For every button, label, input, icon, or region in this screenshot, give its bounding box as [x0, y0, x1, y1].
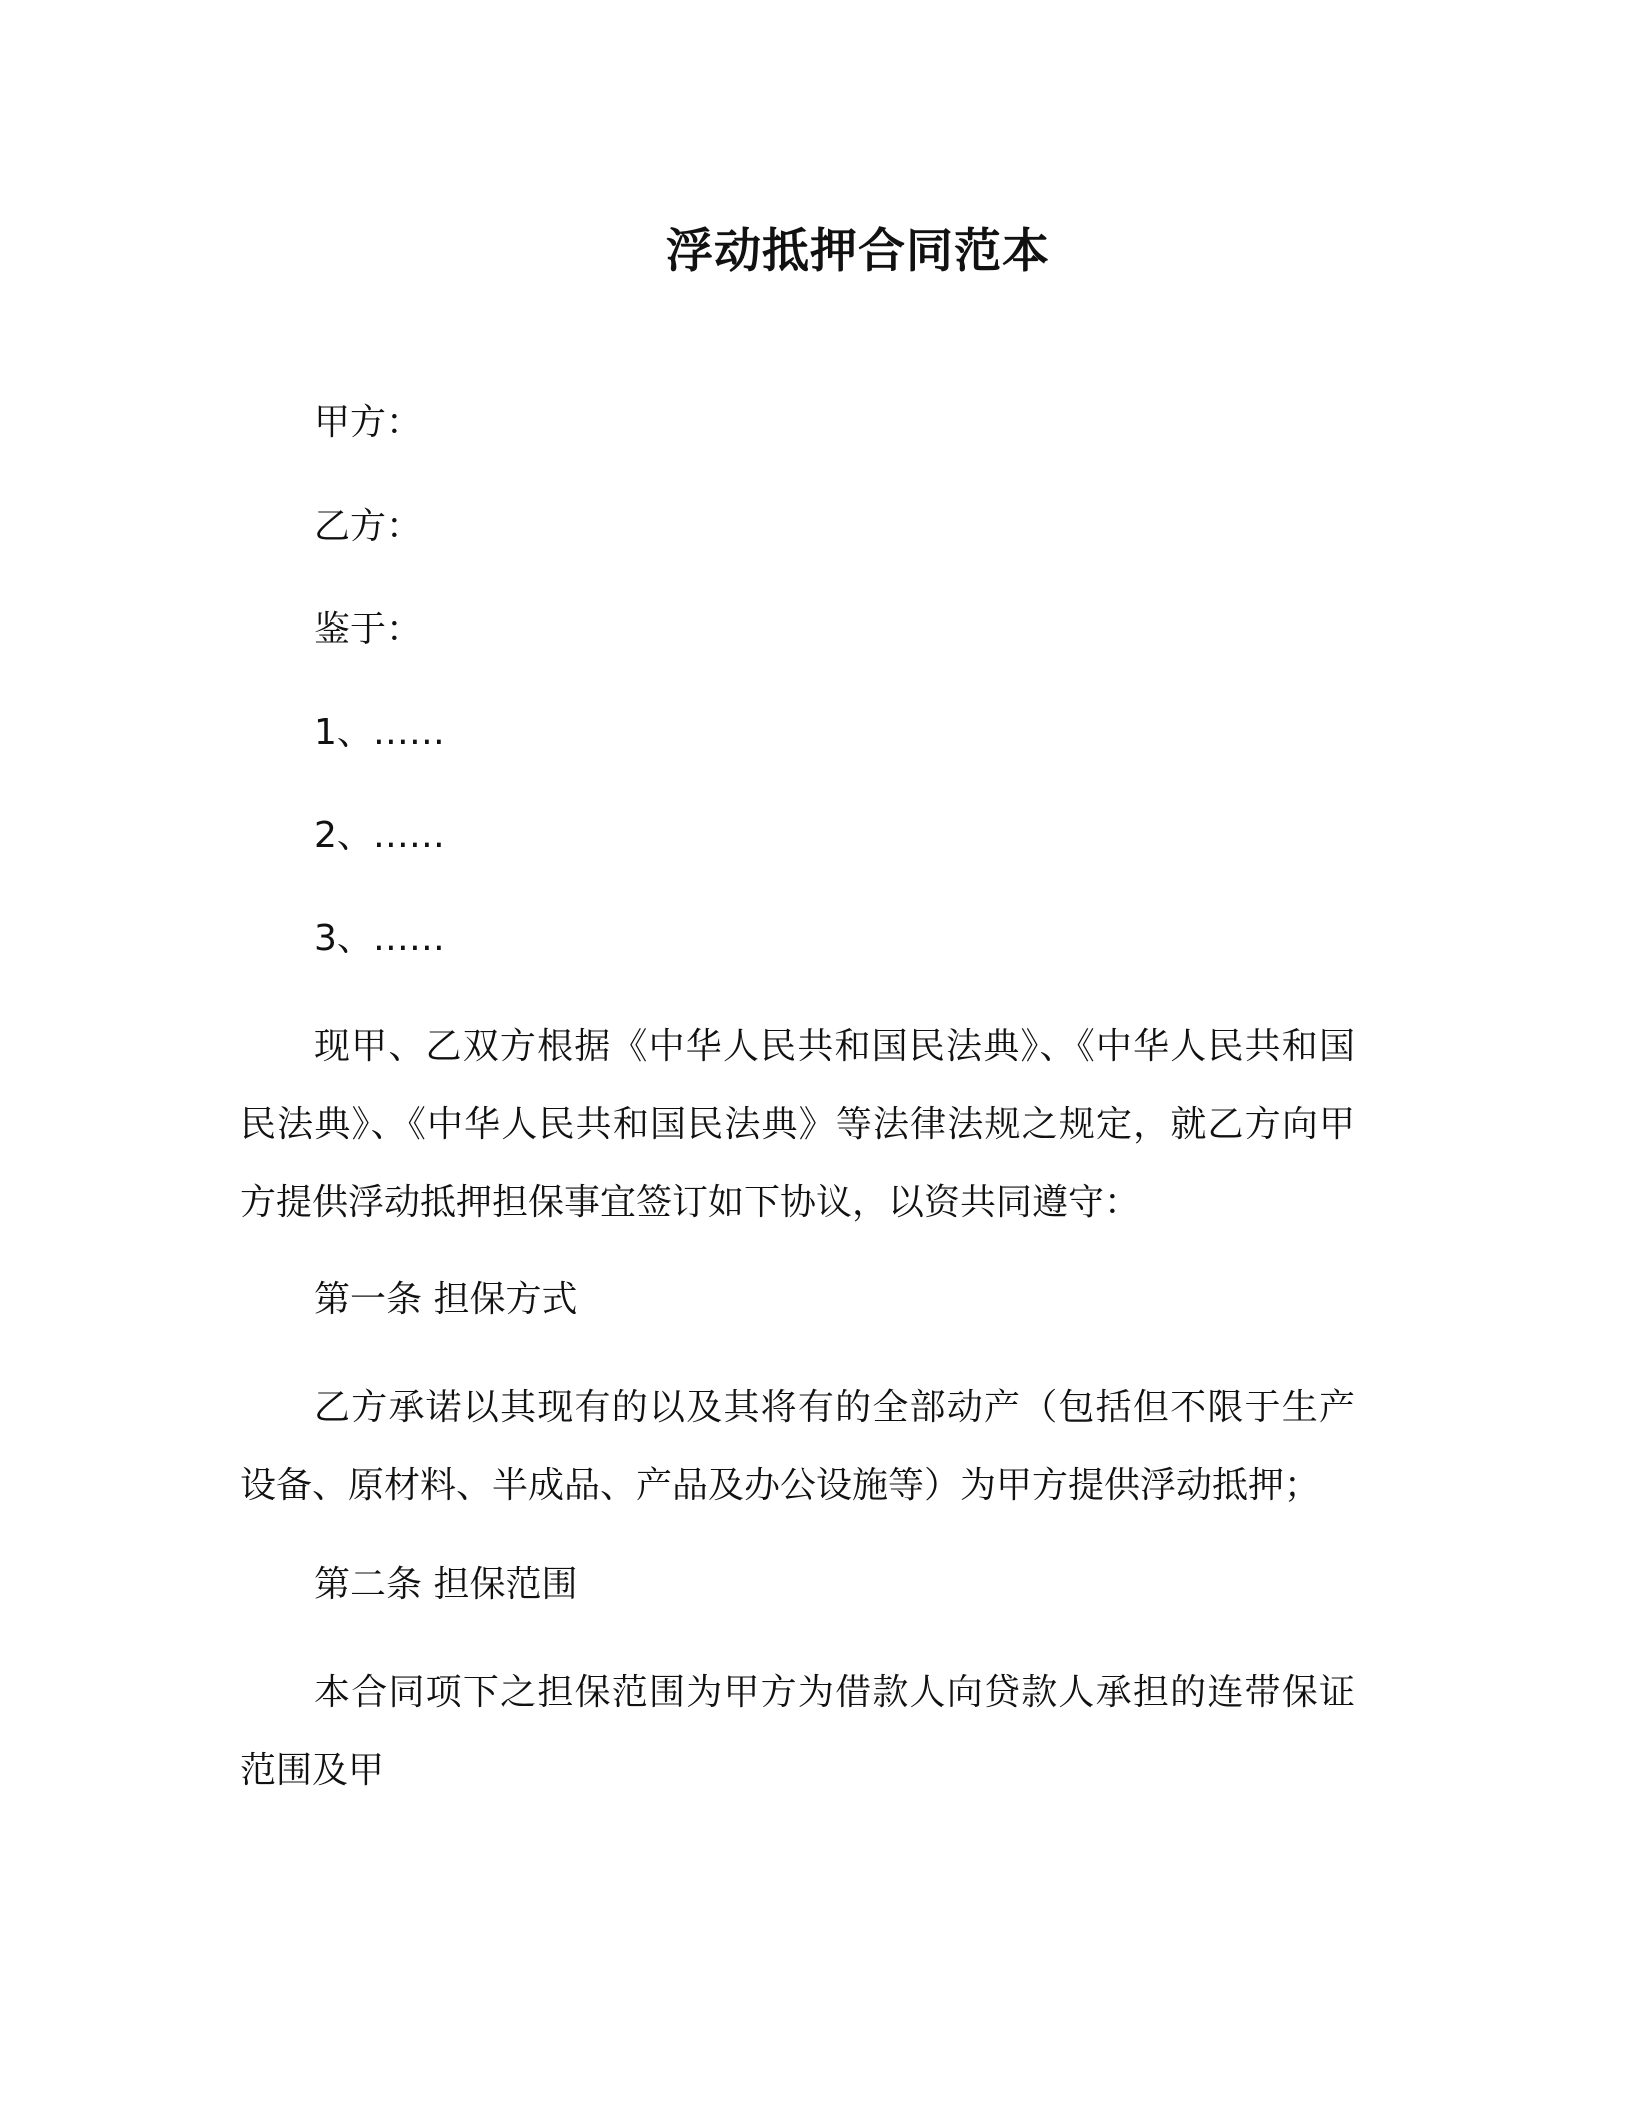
article-2-body: 本合同项下之担保范围为甲方为借款人向贷款人承担的连带保证范围及甲 — [240, 1672, 1355, 1791]
whereas-item-1: 1、…… — [314, 712, 445, 753]
whereas-item-3: 3、…… — [314, 918, 445, 959]
article-2-heading: 第二条 担保范围 — [314, 1564, 578, 1605]
whereas-label: 鉴于： — [314, 609, 423, 650]
party-b-label: 乙方： — [314, 506, 423, 547]
preamble-paragraph: 现甲、乙双方根据《中华人民共和国民法典》、《中华人民共和国民法典》、《中华人民共和国民法典》等法律法规之规定，就乙方向甲方提供浮动抵押担保事宜签订如下协议，以资共同遵守： — [240, 1026, 1355, 1223]
document-title: 浮动抵押合同范本 — [666, 224, 1050, 279]
whereas-item-2: 2、…… — [314, 815, 445, 856]
article-1-body: 乙方承诺以其现有的以及其将有的全部动产（包括但不限于生产设备、原材料、半成品、产品及办公设施等）为甲方提供浮动抵押； — [240, 1387, 1355, 1506]
article-1-heading: 第一条 担保方式 — [314, 1279, 578, 1320]
party-a-label: 甲方： — [314, 402, 423, 443]
